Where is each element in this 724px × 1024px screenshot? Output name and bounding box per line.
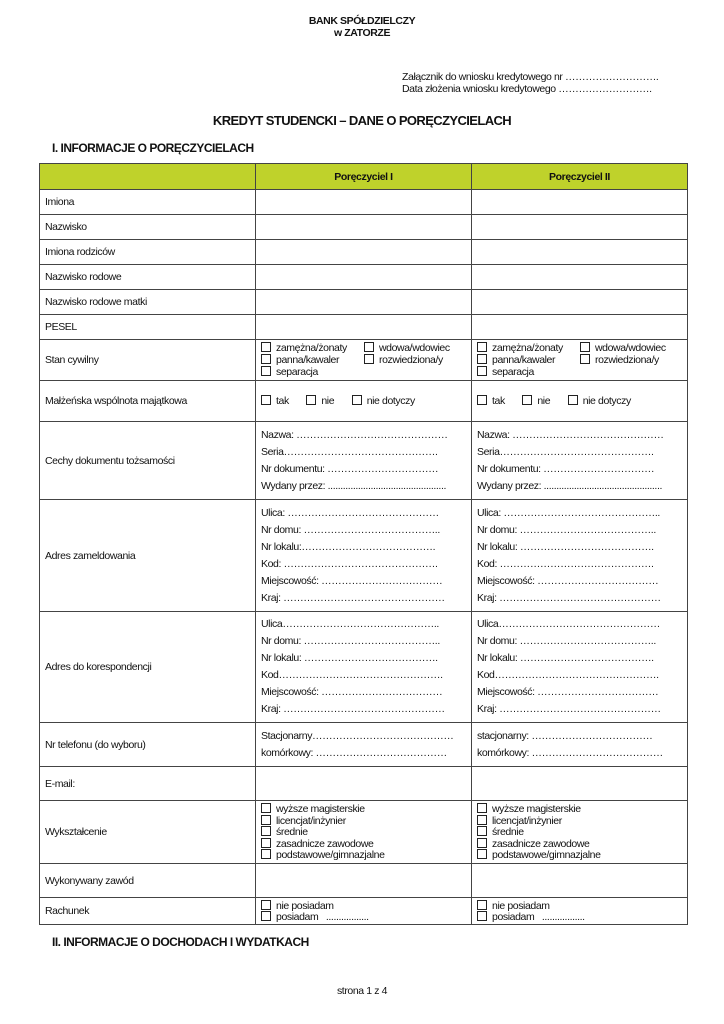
wspolnota-cell-2 xyxy=(472,381,688,422)
telefon-cell-2[interactable] xyxy=(472,723,688,767)
zawod-field-2[interactable] xyxy=(472,864,688,898)
doc-series-line[interactable]: Seria………………………………………. xyxy=(261,445,438,458)
checkbox-icon[interactable] xyxy=(568,395,578,405)
street-line[interactable]: Ulica: ……………………………………… xyxy=(261,506,439,519)
checkbox-option[interactable] xyxy=(261,342,364,354)
checkbox-icon[interactable] xyxy=(261,849,271,859)
option-label: nie xyxy=(537,395,551,407)
checkbox-icon[interactable] xyxy=(261,366,271,376)
row-label-zawod: Wykonywany zawód xyxy=(40,864,256,898)
country-line[interactable]: Kraj: ………………………………………… xyxy=(477,703,661,715)
option-label: wdowa/wdowiec xyxy=(595,342,666,354)
country-line[interactable]: Kraj: ………………………………………… xyxy=(261,591,445,604)
row-label-telefon: Nr telefonu (do wyboru) xyxy=(40,723,256,767)
checkbox-icon[interactable] xyxy=(352,395,362,405)
checkbox-option[interactable] xyxy=(261,911,466,923)
table-row xyxy=(40,215,688,240)
table-row xyxy=(40,898,688,925)
email-field-2[interactable] xyxy=(472,767,688,801)
table-row xyxy=(40,422,688,500)
adres-korespondencji-cell-1[interactable] xyxy=(256,612,472,723)
checkbox-icon[interactable] xyxy=(261,354,271,364)
row-label-adres-zameldowania: Adres zameldowania xyxy=(40,500,256,612)
checkbox-icon[interactable] xyxy=(477,803,487,813)
checkbox-option[interactable] xyxy=(261,838,466,850)
checkbox-icon[interactable] xyxy=(477,900,487,910)
nazwisko-rodowe-field-2[interactable] xyxy=(472,265,688,290)
city-line[interactable]: Miejscowość: ……………………………… xyxy=(477,686,659,698)
option-label: podstawowe/gimnazjalne xyxy=(276,849,385,862)
option-label: zamężna/żonaty xyxy=(276,342,347,354)
landline-line[interactable]: Stacjonarny…………………………………… xyxy=(261,729,454,742)
table-row xyxy=(40,801,688,864)
checkbox-option[interactable] xyxy=(364,342,466,354)
table-row xyxy=(40,190,688,215)
header-empty-cell xyxy=(40,164,256,190)
imiona-rodzicow-field-1[interactable] xyxy=(256,240,472,265)
landline-line[interactable]: stacjonarny: ……………………………… xyxy=(477,729,653,742)
checkbox-option[interactable] xyxy=(261,366,364,378)
account-number-line[interactable]: ................. xyxy=(325,911,369,923)
doc-series-line[interactable]: Seria………………………………………. xyxy=(477,445,654,458)
checkbox-icon[interactable] xyxy=(261,803,271,813)
doc-issuer-line[interactable]: Wydany przez: ............................................... xyxy=(261,479,446,492)
checkbox-option[interactable] xyxy=(477,849,682,861)
checkbox-option[interactable] xyxy=(261,826,466,838)
row-label-nazwisko: Nazwisko xyxy=(40,215,256,240)
imiona-field-2[interactable] xyxy=(472,190,688,215)
option-label: tak xyxy=(276,395,289,407)
checkbox-icon[interactable] xyxy=(261,395,271,405)
option-label: nie posiadam xyxy=(492,899,550,912)
checkbox-option[interactable] xyxy=(477,803,682,815)
table-row xyxy=(40,723,688,767)
option-label: wdowa/wdowiec xyxy=(379,342,450,354)
checkbox-option[interactable] xyxy=(306,395,334,407)
street-line[interactable]: Ulica………………………………………… xyxy=(477,618,660,630)
apartment-line[interactable]: Nr lokalu: …………………………………. xyxy=(261,652,438,664)
checkbox-option[interactable] xyxy=(477,911,682,923)
row-label-imiona: Imiona xyxy=(40,190,256,215)
street-line[interactable]: Ulica……………………………………….. xyxy=(261,618,439,630)
mobile-line[interactable]: komórkowy: ………………………………… xyxy=(261,746,447,759)
bank-name xyxy=(0,15,724,39)
checkbox-option[interactable] xyxy=(580,342,682,354)
table-row xyxy=(40,240,688,265)
checkbox-option[interactable] xyxy=(568,395,631,407)
checkbox-icon[interactable] xyxy=(261,815,271,825)
zawod-field-1[interactable] xyxy=(256,864,472,898)
checkbox-option[interactable] xyxy=(364,354,466,366)
checkbox-option[interactable] xyxy=(522,395,550,407)
table-row xyxy=(40,340,688,381)
row-label-dokument: Cechy dokumentu tożsamości xyxy=(40,422,256,500)
table-row xyxy=(40,767,688,801)
table-header-row xyxy=(40,164,688,190)
table-row xyxy=(40,290,688,315)
imiona-field-1[interactable] xyxy=(256,190,472,215)
checkbox-option[interactable] xyxy=(261,354,364,366)
option-label: zasadnicze zawodowe xyxy=(276,837,374,850)
pesel-field-1[interactable] xyxy=(256,315,472,340)
adres-zameldowania-cell-2[interactable] xyxy=(472,500,688,612)
row-label-pesel: PESEL xyxy=(40,315,256,340)
checkbox-option[interactable] xyxy=(477,826,682,838)
adres-zameldowania-cell-1[interactable] xyxy=(256,500,472,612)
apartment-line[interactable]: Nr lokalu: …………………………………. xyxy=(477,540,654,553)
option-label: posiadam xyxy=(492,911,535,923)
table-row xyxy=(40,864,688,898)
row-label-wspolnota: Małżeńska wspólnota majątkowa xyxy=(40,381,256,422)
guarantors-table xyxy=(39,163,688,925)
checkbox-option[interactable] xyxy=(261,815,466,827)
wyksztalcenie-cell-1 xyxy=(256,801,472,864)
nazwisko-rodowe-matki-field-2[interactable] xyxy=(472,290,688,315)
checkbox-option[interactable] xyxy=(580,354,682,366)
checkbox-option[interactable] xyxy=(477,366,580,378)
doc-name-line[interactable]: Nazwa: ……………………………………… xyxy=(477,428,664,441)
dokument-cell-2[interactable] xyxy=(472,422,688,500)
checkbox-icon[interactable] xyxy=(522,395,532,405)
rachunek-cell-2 xyxy=(472,898,688,925)
option-label: średnie xyxy=(276,826,308,839)
stan-cywilny-cell-1 xyxy=(256,340,472,381)
nazwisko-field-1[interactable] xyxy=(256,215,472,240)
country-line[interactable]: Kraj: ………………………………………… xyxy=(261,703,445,715)
checkbox-icon[interactable] xyxy=(364,342,374,352)
option-label: średnie xyxy=(492,826,524,839)
checkbox-icon[interactable] xyxy=(261,826,271,836)
mobile-line[interactable]: komórkowy: ………………………………… xyxy=(477,746,663,759)
checkbox-icon[interactable] xyxy=(477,911,487,921)
checkbox-option[interactable] xyxy=(477,354,580,366)
row-label-adres-korespondencji: Adres do korespondencji xyxy=(40,612,256,723)
option-label: nie dotyczy xyxy=(366,395,415,407)
postal-code-line[interactable]: Kod: ………………………………………. xyxy=(261,557,438,570)
checkbox-icon[interactable] xyxy=(477,826,487,836)
nazwisko-rodowe-field-1[interactable] xyxy=(256,265,472,290)
house-number-line[interactable]: Nr domu: ………………………………….. xyxy=(261,635,440,647)
checkbox-option[interactable] xyxy=(477,838,682,850)
option-label: nie posiadam xyxy=(276,899,334,912)
checkbox-option[interactable] xyxy=(261,849,466,861)
checkbox-icon[interactable] xyxy=(364,354,374,364)
option-label: zasadnicze zawodowe xyxy=(492,837,590,850)
checkbox-icon[interactable] xyxy=(261,911,271,921)
table-row xyxy=(40,500,688,612)
page-title: KREDYT STUDENCKI – DANE O PORĘCZYCIELACH xyxy=(212,113,512,128)
doc-number-line[interactable]: Nr dokumentu: …………………………… xyxy=(261,462,439,475)
pesel-field-2[interactable] xyxy=(472,315,688,340)
checkbox-option[interactable] xyxy=(261,900,466,912)
checkbox-icon[interactable] xyxy=(306,395,316,405)
option-label: posiadam xyxy=(276,911,319,923)
dokument-cell-1[interactable] xyxy=(256,422,472,500)
option-label: rozwiedziona/y xyxy=(595,354,659,366)
checkbox-icon[interactable] xyxy=(580,342,590,352)
checkbox-option[interactable] xyxy=(477,342,580,354)
doc-issuer-line[interactable]: Wydany przez: ............................................... xyxy=(477,479,662,492)
checkbox-icon[interactable] xyxy=(477,342,487,352)
wyksztalcenie-cell-2 xyxy=(472,801,688,864)
checkbox-icon[interactable] xyxy=(261,838,271,848)
checkbox-icon[interactable] xyxy=(477,354,487,364)
checkbox-icon[interactable] xyxy=(580,354,590,364)
checkbox-option[interactable] xyxy=(261,803,466,815)
section-heading-guarantors: I. INFORMACJE O PORĘCZYCIELACH xyxy=(52,141,254,155)
row-label-wyksztalcenie: Wykształcenie xyxy=(40,801,256,864)
house-number-line[interactable]: Nr domu: ………………………………….. xyxy=(477,523,656,536)
stan-cywilny-cell-2 xyxy=(472,340,688,381)
doc-number-line[interactable]: Nr dokumentu: …………………………… xyxy=(477,462,655,475)
apartment-line[interactable]: Nr lokalu: …………………………………. xyxy=(477,652,654,664)
table-row xyxy=(40,612,688,723)
guarantor-2-header: Poręczyciel II xyxy=(472,164,688,190)
option-label: licencjat/inżynier xyxy=(276,814,346,827)
email-field-1[interactable] xyxy=(256,767,472,801)
row-label-stan-cywilny: Stan cywilny xyxy=(40,340,256,381)
checkbox-icon[interactable] xyxy=(477,395,487,405)
street-line[interactable]: Ulica: ……………………………………….. xyxy=(477,506,660,519)
attachment-info xyxy=(402,71,658,95)
bank-name-line2: w ZATORZE xyxy=(333,27,391,39)
option-label: separacja xyxy=(276,366,318,378)
attachment-number-line: Załącznik do wniosku kredytowego nr ………………………. xyxy=(402,71,659,83)
checkbox-option[interactable] xyxy=(477,815,682,827)
row-label-email: E-mail: xyxy=(40,767,256,801)
page-number: strona 1 z 4 xyxy=(336,985,388,997)
house-number-line[interactable]: Nr domu: ………………………………….. xyxy=(261,523,440,536)
option-label: panna/kawaler xyxy=(276,354,340,366)
postal-code-line[interactable]: Kod: ………………………………………. xyxy=(477,557,654,570)
row-label-imiona-rodzicow: Imiona rodziców xyxy=(40,240,256,265)
postal-code-line[interactable]: Kod…………………………………………. xyxy=(477,669,659,681)
option-label: nie dotyczy xyxy=(582,395,631,407)
telefon-cell-1[interactable] xyxy=(256,723,472,767)
checkbox-option[interactable] xyxy=(477,900,682,912)
account-number-line[interactable]: ................. xyxy=(541,911,585,923)
house-number-line[interactable]: Nr domu: ………………………………….. xyxy=(477,635,656,647)
checkbox-option[interactable] xyxy=(261,395,289,407)
checkbox-icon[interactable] xyxy=(477,838,487,848)
checkbox-icon[interactable] xyxy=(261,900,271,910)
rachunek-cell-1 xyxy=(256,898,472,925)
doc-name-line[interactable]: Nazwa: ……………………………………… xyxy=(261,428,448,441)
guarantor-1-header: Poręczyciel I xyxy=(256,164,472,190)
checkbox-icon[interactable] xyxy=(261,342,271,352)
bank-name-line1: BANK SPÓŁDZIELCZY xyxy=(308,15,416,27)
nazwisko-field-2[interactable] xyxy=(472,215,688,240)
checkbox-icon[interactable] xyxy=(477,815,487,825)
table-row xyxy=(40,381,688,422)
imiona-rodzicow-field-2[interactable] xyxy=(472,240,688,265)
application-date-line: Data złożenia wniosku kredytowego ………………………. xyxy=(402,83,652,95)
checkbox-icon[interactable] xyxy=(477,366,487,376)
option-label: nie xyxy=(321,395,335,407)
option-label: podstawowe/gimnazjalne xyxy=(492,849,601,862)
wspolnota-cell-1 xyxy=(256,381,472,422)
option-label: zamężna/żonaty xyxy=(492,342,563,354)
country-line[interactable]: Kraj: ………………………………………… xyxy=(477,591,661,604)
option-label: wyższe magisterskie xyxy=(492,803,581,816)
option-label: licencjat/inżynier xyxy=(492,814,562,827)
table-row xyxy=(40,265,688,290)
option-label: wyższe magisterskie xyxy=(276,803,365,816)
row-label-nazwisko-rodowe: Nazwisko rodowe xyxy=(40,265,256,290)
option-label: separacja xyxy=(492,366,534,378)
city-line[interactable]: Miejscowość: ……………………………… xyxy=(261,574,443,587)
option-label: panna/kawaler xyxy=(492,354,556,366)
city-line[interactable]: Miejscowość: ……………………………… xyxy=(477,574,659,587)
option-label: rozwiedziona/y xyxy=(379,354,443,366)
postal-code-line[interactable]: Kod…………………………………………. xyxy=(261,669,443,681)
checkbox-option[interactable] xyxy=(352,395,415,407)
row-label-nazwisko-rodowe-matki: Nazwisko rodowe matki xyxy=(40,290,256,315)
checkbox-option[interactable] xyxy=(477,395,505,407)
city-line[interactable]: Miejscowość: ……………………………… xyxy=(261,686,443,698)
row-label-rachunek: Rachunek xyxy=(40,898,256,925)
apartment-line[interactable]: Nr lokalu:…………………………………. xyxy=(261,540,436,553)
section-heading-income: II. INFORMACJE O DOCHODACH I WYDATKACH xyxy=(52,935,309,949)
option-label: tak xyxy=(492,395,505,407)
table-row xyxy=(40,315,688,340)
checkbox-icon[interactable] xyxy=(477,849,487,859)
nazwisko-rodowe-matki-field-1[interactable] xyxy=(256,290,472,315)
adres-korespondencji-cell-2[interactable] xyxy=(472,612,688,723)
